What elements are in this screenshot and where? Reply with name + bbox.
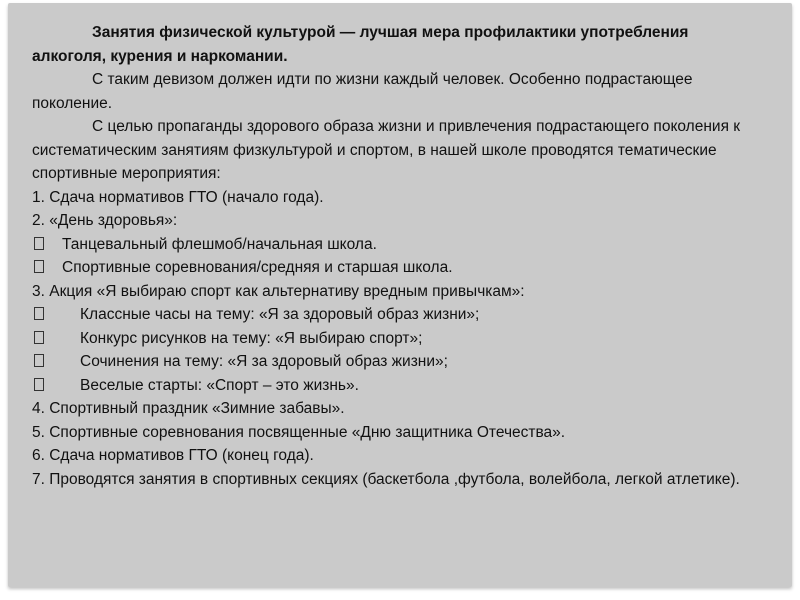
- list-item-text: Танцевальный флешмоб/начальная школа.: [62, 235, 377, 253]
- list-item-text: Веселые старты: «Спорт – это жизнь».: [80, 376, 359, 394]
- list-item-1: 1. Сдача нормативов ГТО (начало года).: [32, 188, 324, 206]
- slide-text: [32, 21, 752, 491]
- list-item-2a: [32, 233, 752, 257]
- paragraph-purpose: С целью пропаганды здорового образа жизни и привлечения подрастающего поколения к систематическим занятиям физкультурой и спортом, в нашей школе проводятся тематические спортивные мероприятия:: [32, 118, 741, 182]
- list-item-3: 3. Акция «Я выбираю спорт как альтернативу вредным привычкам»:: [32, 282, 525, 300]
- list-item-text: Конкурс рисунков на тему: «Я выбираю спорт»;: [80, 329, 423, 347]
- slide-title: Занятия физической культурой — лучшая мера профилактики употребления алкоголя, курения и наркомании.: [32, 24, 689, 65]
- bullet-icon: [32, 256, 62, 280]
- bullet-icon: [32, 374, 80, 398]
- list-item-text: Сочинения на тему: «Я за здоровый образ жизни»;: [80, 353, 448, 370]
- list-item-3a: [32, 303, 752, 327]
- content-panel: [8, 3, 792, 587]
- list-item-2: 2. «День здоровья»:: [32, 212, 178, 229]
- bullet-icon: [32, 233, 62, 257]
- list-item-4: 4. Спортивный праздник «Зимние забавы».: [32, 400, 345, 417]
- list-item-text: Классные часы на тему: «Я за здоровый образ жизни»;: [80, 306, 480, 323]
- list-item-2b: [32, 256, 752, 280]
- list-item-text: Спортивные соревнования/средняя и старшая школа.: [62, 259, 453, 276]
- list-item-6: 6. Сдача нормативов ГТО (конец года).: [32, 447, 314, 464]
- bullet-icon: [32, 327, 80, 351]
- paragraph-motto: С таким девизом должен идти по жизни каждый человек. Особенно подрастающее поколение.: [32, 71, 693, 112]
- bullet-icon: [32, 303, 80, 327]
- list-item-3c: [32, 350, 752, 374]
- list-item-7: 7. Проводятся занятия в спортивных секциях (баскетбола ,футбола, волейбола, легкой атлетике).: [32, 470, 740, 488]
- bullet-icon: [32, 350, 80, 374]
- list-item-3b: [32, 327, 752, 351]
- list-item-5: 5. Спортивные соревнования посвященные «Дню защитника Отечества».: [32, 423, 566, 441]
- list-item-3d: [32, 374, 752, 398]
